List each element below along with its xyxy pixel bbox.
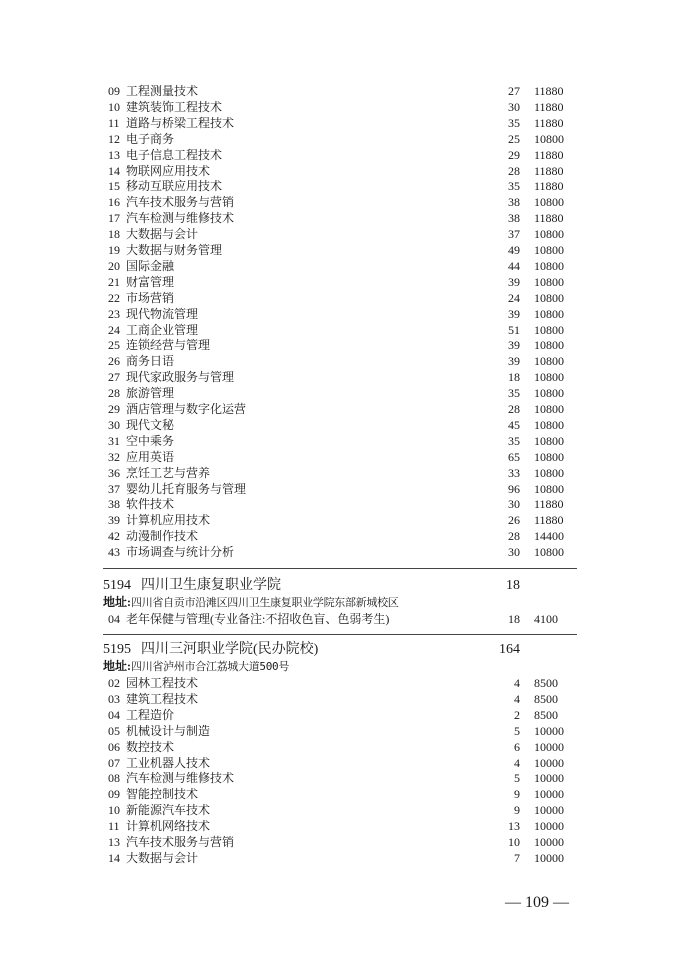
school-name: 四川三河职业学院(民办院校) (141, 642, 319, 657)
program-code: 28 (108, 386, 120, 401)
program-fee: 10000 (534, 850, 564, 865)
program-name: 空中乘务 (126, 433, 175, 448)
program-count: 33 (508, 465, 520, 480)
program-row (0, 353, 680, 369)
program-fee: 10800 (534, 274, 564, 289)
program-code: 23 (108, 306, 120, 321)
program-code: 10 (108, 803, 120, 818)
program-name: 园林工程技术 (126, 676, 199, 690)
program-count: 4 (514, 676, 520, 690)
program-count: 38 (508, 211, 520, 226)
program-row (0, 115, 680, 131)
program-name: 新能源汽车技术 (126, 803, 211, 818)
program-name: 移动互联应用技术 (126, 179, 223, 194)
program-row (0, 417, 680, 433)
program-code: 09 (108, 84, 120, 98)
school-total: 164 (499, 642, 520, 657)
address-text: 四川省泸州市合江荔城大道500号 (131, 660, 290, 673)
program-fee: 10800 (534, 243, 564, 257)
program-row (0, 786, 680, 802)
program-code: 11 (108, 819, 120, 834)
program-code: 38 (108, 497, 120, 512)
program-count: 18 (508, 612, 520, 626)
program-count: 30 (508, 497, 520, 512)
program-fee: 10800 (534, 433, 564, 448)
program-name: 汽车技术服务与营销 (126, 195, 235, 210)
program-fee: 8500 (534, 691, 558, 706)
program-fee: 11880 (534, 99, 564, 114)
school-name: 四川卫生康复职业学院 (141, 578, 281, 593)
program-count: 49 (508, 243, 520, 257)
program-code: 22 (108, 290, 120, 305)
program-code: 19 (108, 243, 120, 257)
program-count: 5 (514, 771, 520, 786)
program-count: 39 (508, 338, 520, 353)
program-count: 9 (514, 803, 520, 818)
program-row (0, 163, 680, 179)
program-name: 财富管理 (126, 274, 175, 289)
program-row (0, 306, 680, 322)
program-row (0, 770, 680, 786)
program-fee: 10000 (534, 755, 564, 770)
program-fee: 11880 (534, 147, 564, 162)
program-count: 39 (508, 354, 520, 369)
program-fee: 10800 (534, 545, 564, 560)
program-name: 大数据与会计 (126, 850, 199, 865)
program-count: 35 (508, 386, 520, 401)
program-row (0, 83, 680, 99)
program-name: 烹饪工艺与营养 (126, 465, 211, 480)
program-row (0, 337, 680, 353)
program-row (0, 226, 680, 242)
program-fee: 10800 (534, 306, 564, 321)
program-row (0, 401, 680, 417)
program-code: 11 (108, 115, 120, 130)
program-row (0, 707, 680, 723)
program-count: 30 (508, 99, 520, 114)
program-fee: 10800 (534, 449, 564, 464)
program-code: 05 (108, 723, 120, 738)
program-row (0, 675, 680, 691)
program-name: 动漫制作技术 (126, 529, 199, 544)
program-code: 37 (108, 481, 120, 496)
program-code: 03 (108, 691, 120, 706)
program-fee: 10000 (534, 723, 564, 738)
program-code: 15 (108, 179, 120, 194)
program-name: 工程测量技术 (126, 84, 199, 98)
program-row (0, 147, 680, 163)
program-code: 10 (108, 99, 120, 114)
program-row (0, 385, 680, 401)
program-name: 工程造价 (126, 707, 175, 722)
program-name: 现代文秘 (126, 417, 175, 432)
program-count: 4 (514, 755, 520, 770)
school-total: 18 (506, 578, 520, 593)
program-fee: 10800 (534, 370, 564, 385)
program-row (0, 131, 680, 147)
program-fee: 11880 (534, 115, 564, 130)
program-fee: 10800 (534, 465, 564, 480)
program-name: 市场调查与统计分析 (126, 545, 235, 560)
program-count: 10 (508, 835, 520, 849)
program-code: 42 (108, 529, 120, 544)
program-count: 28 (508, 402, 520, 416)
program-fee: 14400 (534, 529, 564, 544)
program-count: 24 (508, 290, 520, 305)
program-row (0, 322, 680, 338)
program-fee: 10000 (534, 739, 564, 754)
program-row (0, 433, 680, 449)
program-count: 27 (508, 84, 520, 98)
program-code: 21 (108, 274, 120, 289)
program-code: 27 (108, 370, 120, 385)
program-name: 工商企业管理 (126, 322, 199, 337)
program-fee: 10800 (534, 290, 564, 305)
program-fee: 8500 (534, 676, 558, 690)
program-code: 17 (108, 211, 120, 226)
program-count: 39 (508, 306, 520, 321)
program-code: 30 (108, 417, 120, 432)
page-number: — 109 — (505, 894, 569, 911)
program-row (0, 691, 680, 707)
program-code: 14 (108, 163, 120, 178)
program-name: 机械设计与制造 (126, 723, 211, 738)
section-divider (103, 568, 577, 569)
program-row (0, 290, 680, 306)
program-count: 6 (514, 739, 520, 754)
program-count: 2 (514, 707, 520, 722)
program-name: 婴幼儿托育服务与管理 (126, 481, 247, 496)
program-row (0, 210, 680, 226)
program-count: 29 (508, 147, 520, 162)
program-code: 13 (108, 835, 120, 849)
program-name: 老年保健与管理(专业备注:不招收色盲、色弱考生) (126, 612, 390, 626)
program-code: 36 (108, 465, 120, 480)
program-count: 96 (508, 481, 520, 496)
program-row (0, 481, 680, 497)
program-code: 07 (108, 755, 120, 770)
program-fee: 10800 (534, 227, 564, 242)
program-name: 应用英语 (126, 449, 175, 464)
program-row (0, 611, 680, 627)
program-name: 数控技术 (126, 739, 175, 754)
program-row (0, 528, 680, 544)
program-row (0, 818, 680, 834)
program-row (0, 449, 680, 465)
program-code: 25 (108, 338, 120, 353)
program-code: 24 (108, 322, 120, 337)
program-count: 4 (514, 691, 520, 706)
program-name: 汽车检测与维修技术 (126, 211, 235, 226)
program-count: 25 (508, 131, 520, 146)
program-count: 35 (508, 115, 520, 130)
program-row (0, 850, 680, 866)
program-code: 39 (108, 513, 120, 528)
program-fee: 10000 (534, 835, 564, 849)
program-code: 26 (108, 354, 120, 369)
school-code: 5194 (103, 578, 131, 593)
program-fee: 8500 (534, 707, 558, 722)
program-fee: 10000 (534, 803, 564, 818)
program-count: 18 (508, 370, 520, 385)
program-row (0, 274, 680, 290)
program-count: 39 (508, 274, 520, 289)
program-name: 连锁经营与管理 (126, 338, 211, 353)
program-row (0, 178, 680, 194)
program-name: 汽车技术服务与营销 (126, 835, 235, 849)
program-row (0, 512, 680, 528)
school-header-5194 (0, 576, 680, 596)
program-code: 20 (108, 258, 120, 273)
program-fee: 10000 (534, 787, 564, 802)
program-name: 工业机器人技术 (126, 755, 211, 770)
program-count: 65 (508, 449, 520, 464)
program-code: 09 (108, 787, 120, 802)
program-row (0, 194, 680, 210)
program-count: 13 (508, 819, 520, 834)
program-code: 18 (108, 227, 120, 242)
program-count: 26 (508, 513, 520, 528)
address-label: 地址: (103, 595, 131, 609)
program-row (0, 834, 680, 850)
program-name: 智能控制技术 (126, 787, 199, 802)
program-row (0, 739, 680, 755)
school-code: 5195 (103, 642, 131, 657)
program-fee: 10800 (534, 402, 564, 416)
address-label: 地址: (103, 659, 131, 673)
program-name: 国际金融 (126, 258, 175, 273)
program-code: 16 (108, 195, 120, 210)
program-row (0, 723, 680, 739)
program-name: 计算机网络技术 (126, 819, 211, 834)
program-row (0, 755, 680, 771)
program-code: 04 (108, 612, 120, 626)
program-fee: 11880 (534, 179, 564, 194)
program-fee: 10800 (534, 338, 564, 353)
program-fee: 10800 (534, 417, 564, 432)
program-fee: 11880 (534, 84, 564, 98)
program-row (0, 99, 680, 115)
program-count: 38 (508, 195, 520, 210)
program-row (0, 544, 680, 560)
program-code: 12 (108, 131, 120, 146)
program-name: 物联网应用技术 (126, 163, 211, 178)
program-name: 软件技术 (126, 497, 175, 512)
program-count: 7 (514, 850, 520, 865)
program-count: 45 (508, 417, 520, 432)
program-name: 建筑工程技术 (126, 691, 199, 706)
program-count: 9 (514, 787, 520, 802)
program-row (0, 802, 680, 818)
program-name: 电子商务 (126, 131, 175, 146)
program-code: 31 (108, 433, 120, 448)
program-fee: 10800 (534, 195, 564, 210)
program-row (0, 258, 680, 274)
program-fee: 11880 (534, 211, 564, 226)
program-code: 29 (108, 402, 120, 416)
section-divider (103, 634, 577, 635)
program-name: 酒店管理与数字化运营 (126, 402, 247, 416)
program-name: 旅游管理 (126, 386, 175, 401)
program-count: 5 (514, 723, 520, 738)
program-fee: 11880 (534, 513, 564, 528)
school-address (103, 658, 289, 674)
program-name: 计算机应用技术 (126, 513, 211, 528)
program-count: 28 (508, 529, 520, 544)
program-fee: 11880 (534, 163, 564, 178)
program-name: 市场营销 (126, 290, 175, 305)
program-fee: 10800 (534, 386, 564, 401)
program-fee: 10800 (534, 354, 564, 369)
program-fee: 10800 (534, 258, 564, 273)
program-count: 35 (508, 433, 520, 448)
program-name: 现代家政服务与管理 (126, 370, 235, 385)
program-code: 06 (108, 739, 120, 754)
program-row (0, 369, 680, 385)
address-text: 四川省自贡市沿滩区四川卫生康复职业学院东部新城校区 (131, 596, 399, 609)
program-row (0, 496, 680, 512)
program-fee: 4100 (534, 612, 558, 626)
program-name: 大数据与会计 (126, 227, 199, 242)
program-name: 汽车检测与维修技术 (126, 771, 235, 786)
program-fee: 10000 (534, 819, 564, 834)
program-code: 32 (108, 449, 120, 464)
school-address (103, 594, 399, 610)
program-count: 44 (508, 258, 520, 273)
program-fee: 10800 (534, 322, 564, 337)
program-name: 大数据与财务管理 (126, 243, 223, 257)
program-fee: 10800 (534, 481, 564, 496)
program-count: 28 (508, 163, 520, 178)
program-count: 35 (508, 179, 520, 194)
program-code: 13 (108, 147, 120, 162)
school-header-5195 (0, 640, 680, 660)
program-code: 04 (108, 707, 120, 722)
program-name: 现代物流管理 (126, 306, 199, 321)
program-name: 建筑装饰工程技术 (126, 99, 223, 114)
program-fee: 11880 (534, 497, 564, 512)
program-name: 道路与桥梁工程技术 (126, 115, 235, 130)
program-count: 51 (508, 322, 520, 337)
program-code: 14 (108, 850, 120, 865)
program-name: 电子信息工程技术 (126, 147, 223, 162)
program-row (0, 242, 680, 258)
program-count: 37 (508, 227, 520, 242)
program-row (0, 465, 680, 481)
program-code: 02 (108, 676, 120, 690)
program-code: 08 (108, 771, 120, 786)
program-code: 43 (108, 545, 120, 560)
program-fee: 10000 (534, 771, 564, 786)
program-count: 30 (508, 545, 520, 560)
program-name: 商务日语 (126, 354, 175, 369)
program-fee: 10800 (534, 131, 564, 146)
